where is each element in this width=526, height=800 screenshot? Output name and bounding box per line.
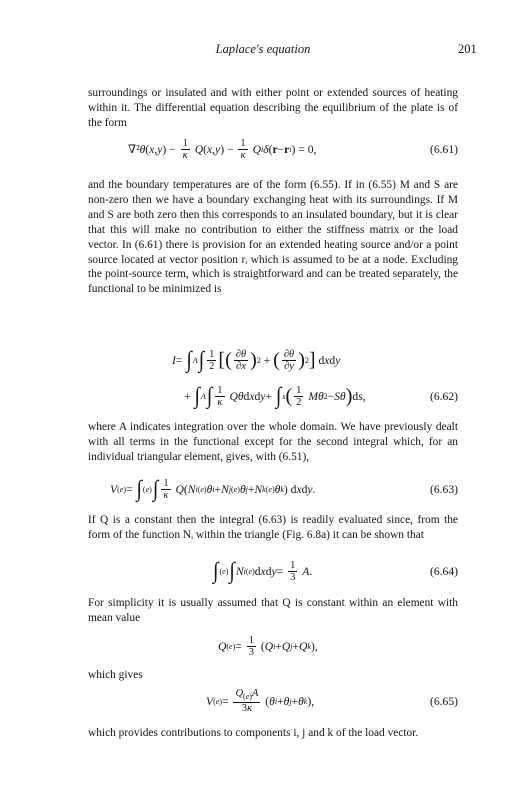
paragraph-3: where A indicates integration over the whole domain. We have previously dealt with all terms in the functional except for the second integral which, for an individual triangular element, gives, with (6.51), [88, 421, 458, 463]
equation-number-6-64: (6.64) [429, 564, 458, 578]
equation-6-62-line-2 [88, 380, 458, 412]
paragraph-6: which gives [88, 669, 143, 681]
equation-number-6-61: (6.61) [429, 142, 458, 156]
equation-6-65-body: V (e) = $\frac{Q_{(e)}A}{3\kappa}$ ( θ i + θ j + θ k ), [206, 687, 315, 715]
running-header-title: Laplace's equation [215, 42, 311, 56]
page-number: 201 [458, 42, 477, 56]
equation-6-64 [88, 554, 458, 588]
equation-6-64-body: ∫ (e) ∫ N i (e) d x d y = $\frac{1}{3}$ A . [213, 558, 313, 584]
equation-6-65 [88, 684, 458, 718]
paragraph-4: If Q is a constant then the integral (6.63) is readily evaluated since, from the form of the function Nᵢ within the triangle (Fig. 6.8a) it can be shown that [88, 514, 458, 541]
equation-6-62-line-1 [88, 343, 458, 377]
equation-6-61-body: ∇² θ ( x , y ) − $\frac{1}{\kappa}$ Q ( x , y ) − $\frac{1}{\kappa}$ Q i δ ( r − r i ) = 0, [128, 137, 317, 161]
paragraph-2: and the boundary temperatures are of the form (6.55). If in (6.55) M and S are non-zero then we have a boundary exchanging heat with its surroundings. If M and S are both zero then this corresponds to an insulated boundary, but it is clear that this will make no contribution to either the stiffness matrix or the load vector. In (6.61) there is provision for an extended heating source and/or a point source located at vector position rᵢ which is assumed to be at a node. Excluding the point-source term, which is straightforward and can be treated separately, the functional to be minimized is [88, 179, 458, 296]
paragraph-1: surroundings or insulated and with either point or extended sources of heating within it. The differential equation describing the equilibrium of the plate is of the form [88, 87, 458, 129]
equation-6-62-line-1-body: I = ∫ A ∫ $\frac{1}{2}$ [ ( $\frac{\partial\theta}{\partial x}$ ) 2 + ( $\frac{\partial\theta}{\partial y}$ ) 2 ] d x d y [172, 347, 341, 373]
equation-mean-value-body: Q (e) = $\frac{1}{3}$ ( Q i + Q j + Q k ), [218, 634, 318, 658]
equation-6-63-body: V (e) = ∫ (e) ∫ $\frac{1}{\kappa}$ Q ( N i (e) θ i + N j (e) θ j + N k (e) θ k ) d x d y . [110, 476, 316, 502]
equation-6-62-line-2-body: + ∫ A ∫ $\frac{1}{\kappa}$ Qθ d x d y + ∫ s ( $\frac{1}{2}$ Mθ 2 − Sθ ) d s , [184, 383, 366, 409]
paragraph-5: For simplicity it is usually assumed that Q is constant within an element with mean value [88, 597, 458, 624]
equation-number-6-62: (6.62) [429, 389, 458, 403]
equation-number-6-65: (6.65) [429, 694, 458, 708]
equation-number-6-63: (6.63) [429, 482, 458, 496]
equation-6-61 [88, 134, 458, 164]
equation-mean-value [88, 630, 458, 662]
equation-6-63 [88, 472, 458, 506]
paragraph-7: which provides contributions to components i, j and k of the load vector. [88, 727, 419, 739]
